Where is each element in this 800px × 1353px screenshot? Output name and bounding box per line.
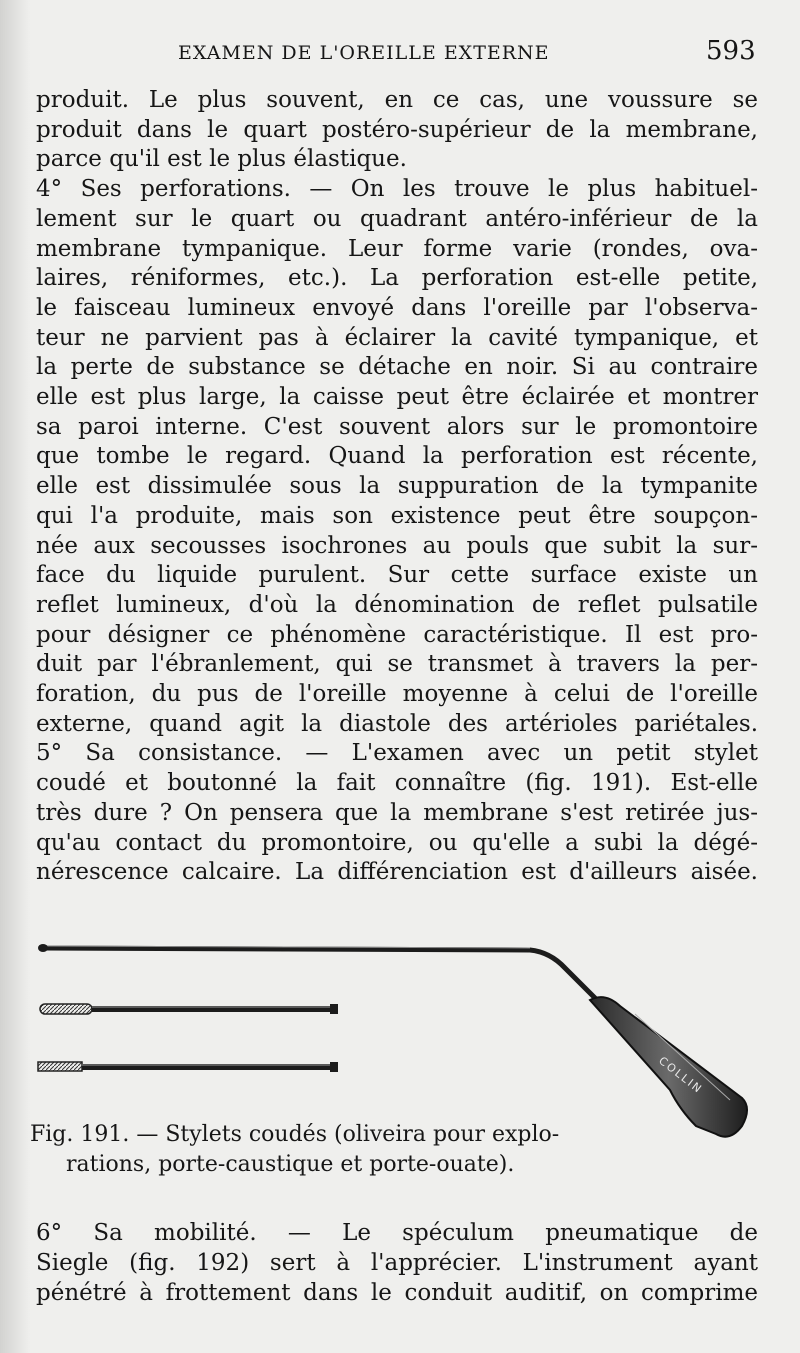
body-line: que tombe le regard. Quand la perforation est récente,	[36, 443, 758, 470]
body-line: parce qu'il est le plus élastique.	[36, 146, 407, 173]
body-line: produit. Le plus souvent, en ce cas, une voussure se	[36, 87, 758, 113]
page-header	[0, 36, 800, 70]
body-line: coudé et boutonné la fait connaître (fig. 191). Est-elle	[36, 770, 758, 797]
body-line: lement sur le quart ou quadrant antéro-inférieur de la	[36, 205, 758, 232]
body-line: qui l'a produite, mais son existence peut être soupçon-	[36, 502, 758, 529]
body-line: très dure ? On pensera que la membrane s'est retirée jus-	[36, 799, 758, 826]
body-line: qu'au contact du promontoire, ou qu'elle a subi la dégé-	[36, 829, 758, 856]
body-line: 6° Sa mobilité. — Le spéculum pneumatique de	[36, 1220, 758, 1246]
body-line: née aux secousses isochrones au pouls que subit la sur-	[36, 532, 758, 559]
running-title: EXAMEN DE L'OREILLE EXTERNE	[178, 42, 550, 64]
body-line: nérescence calcaire. La différenciation est d'ailleurs aisée.	[36, 859, 758, 886]
binding-shadow	[0, 0, 30, 1353]
page-number: 593	[706, 36, 756, 66]
body-line: pénétré à frottement dans le conduit auditif, on comprime	[36, 1280, 758, 1306]
caption-line: rations, porte-caustique et porte-ouate).	[66, 1152, 515, 1177]
body-line: reflet lumineux, d'où la dénomination de reflet pulsatile	[36, 591, 758, 618]
section-6-text	[36, 1218, 758, 1308]
porte-caustique-stylet	[40, 1004, 338, 1014]
body-line: Siegle (fig. 192) sert à l'apprécier. L'instrument ayant	[36, 1250, 758, 1276]
body-line: elle est plus large, la caisse peut être éclairée et montrer	[36, 384, 758, 411]
handle-inscription: COLLIN	[656, 1054, 706, 1097]
stylet-handle	[590, 997, 747, 1137]
body-line: sa paroi interne. C'est souvent alors sur le promontoire	[36, 413, 758, 440]
figure-caption	[30, 1120, 610, 1180]
body-line: le faisceau lumineux envoyé dans l'oreille par l'observa-	[36, 294, 758, 321]
body-line: duit par l'ébranlement, qui se transmet à travers la per-	[36, 651, 758, 678]
body-line: la perte de substance se détache en noir. Si au contraire	[36, 354, 758, 381]
body-line: 4° Ses perforations. — On les trouve le plus habituel-	[36, 176, 758, 203]
body-line: membrane tympanique. Leur forme varie (rondes, ova-	[36, 235, 758, 262]
body-line: pour désigner ce phénomène caractéristique. Il est pro-	[36, 621, 758, 648]
body-line: face du liquide purulent. Sur cette surface existe un	[36, 562, 758, 589]
porte-ouate-stylet	[38, 1062, 338, 1072]
body-line: teur ne parvient pas à éclairer la cavité tympanique, et	[36, 324, 758, 351]
body-line: elle est dissimulée sous la suppuration de la tympanite	[36, 473, 758, 500]
body-line: externe, quand agit la diastole des artérioles pariétales.	[36, 710, 758, 737]
body-line: 5° Sa consistance. — L'examen avec un petit stylet	[36, 740, 758, 767]
body-line: laires, réniformes, etc.). La perforation est-elle petite,	[36, 265, 758, 292]
bent-stylet	[38, 944, 605, 1008]
body-line: produit dans le quart postéro-supérieur de la membrane,	[36, 116, 758, 143]
body-text	[36, 86, 758, 888]
caption-line: Fig. 191. — Stylets coudés (oliveira pour explo-	[30, 1122, 560, 1147]
body-line: foration, du pus de l'oreille moyenne à celui de l'oreille	[36, 681, 758, 708]
